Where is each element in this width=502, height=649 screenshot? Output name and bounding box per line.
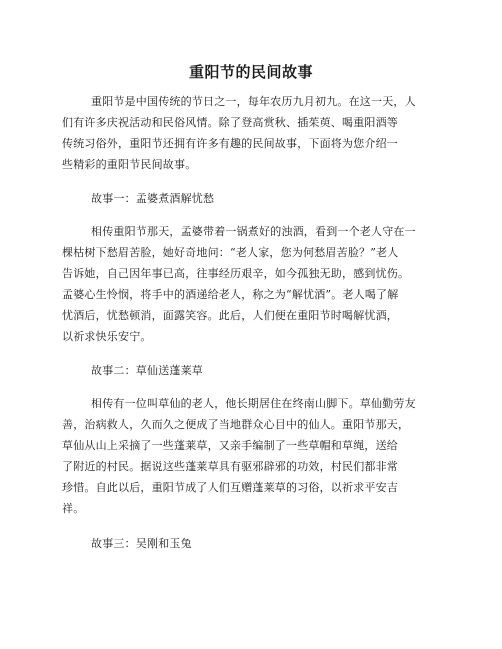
story-line: 祥。 [62,502,85,515]
intro-line: 重阳节是中国传统的节日之一，每年农历九月初九。在这一天，人 [91,95,416,108]
story-heading: 故事三：吴刚和玉兔 [91,537,192,550]
story-line: 忧酒后，忧愁顿消，面露笑容。此后，人们便在重阳节时喝解忧酒， [62,309,398,322]
story-line: 棵枯树下愁眉苦脸，她好奇地问：“老人家，您为何愁眉苦脸？”老人 [62,246,399,259]
story-line: 以祈求快乐安宁。 [62,330,152,343]
story-line: 孟婆心生怜悯，将手中的酒递给老人，称之为“解忧酒”。老人喝了解 [62,288,399,301]
story-heading: 故事二：草仙送蓬莱草 [91,364,203,377]
intro-line: 些精彩的重阳节民间故事。 [62,158,197,171]
story-line: 相传重阳节那天，孟婆带着一锅煮好的浊酒，看到一个老人守在一 [91,225,416,238]
story-line: 珍惜。自此以后，重阳节成了人们互赠蓬莱草的习俗，以祈求平安吉 [62,481,398,494]
story-line: 相传有一位叫草仙的老人，他长期居住在终南山脚下。草仙勤劳友 [91,397,416,410]
story-heading: 故事一：孟婆煮酒解忧愁 [91,192,215,205]
document-title: 重阳节的民间故事 [188,63,313,81]
story-line: 了附近的村民。据说这些蓬莱草具有驱邪辟邪的功效，村民们都非常 [62,460,398,473]
story-line: 草仙从山上采摘了一些蓬莱草，又亲手编制了一些草帽和草绳，送给 [62,439,398,452]
intro-line: 们有许多庆祝活动和民俗风情。除了登高赏秋、插茱萸、喝重阳酒等 [62,116,398,129]
intro-line: 传统习俗外，重阳节还拥有许多有趣的民间故事，下面将为您介绍一 [62,137,398,150]
story-line: 告诉她，自己因年事已高，往事经历艰辛，如今孤独无助，感到忧伤。 [62,267,410,280]
story-line: 善，治病救人，久而久之便成了当地群众心目中的仙人。重阳节那天， [62,418,410,431]
